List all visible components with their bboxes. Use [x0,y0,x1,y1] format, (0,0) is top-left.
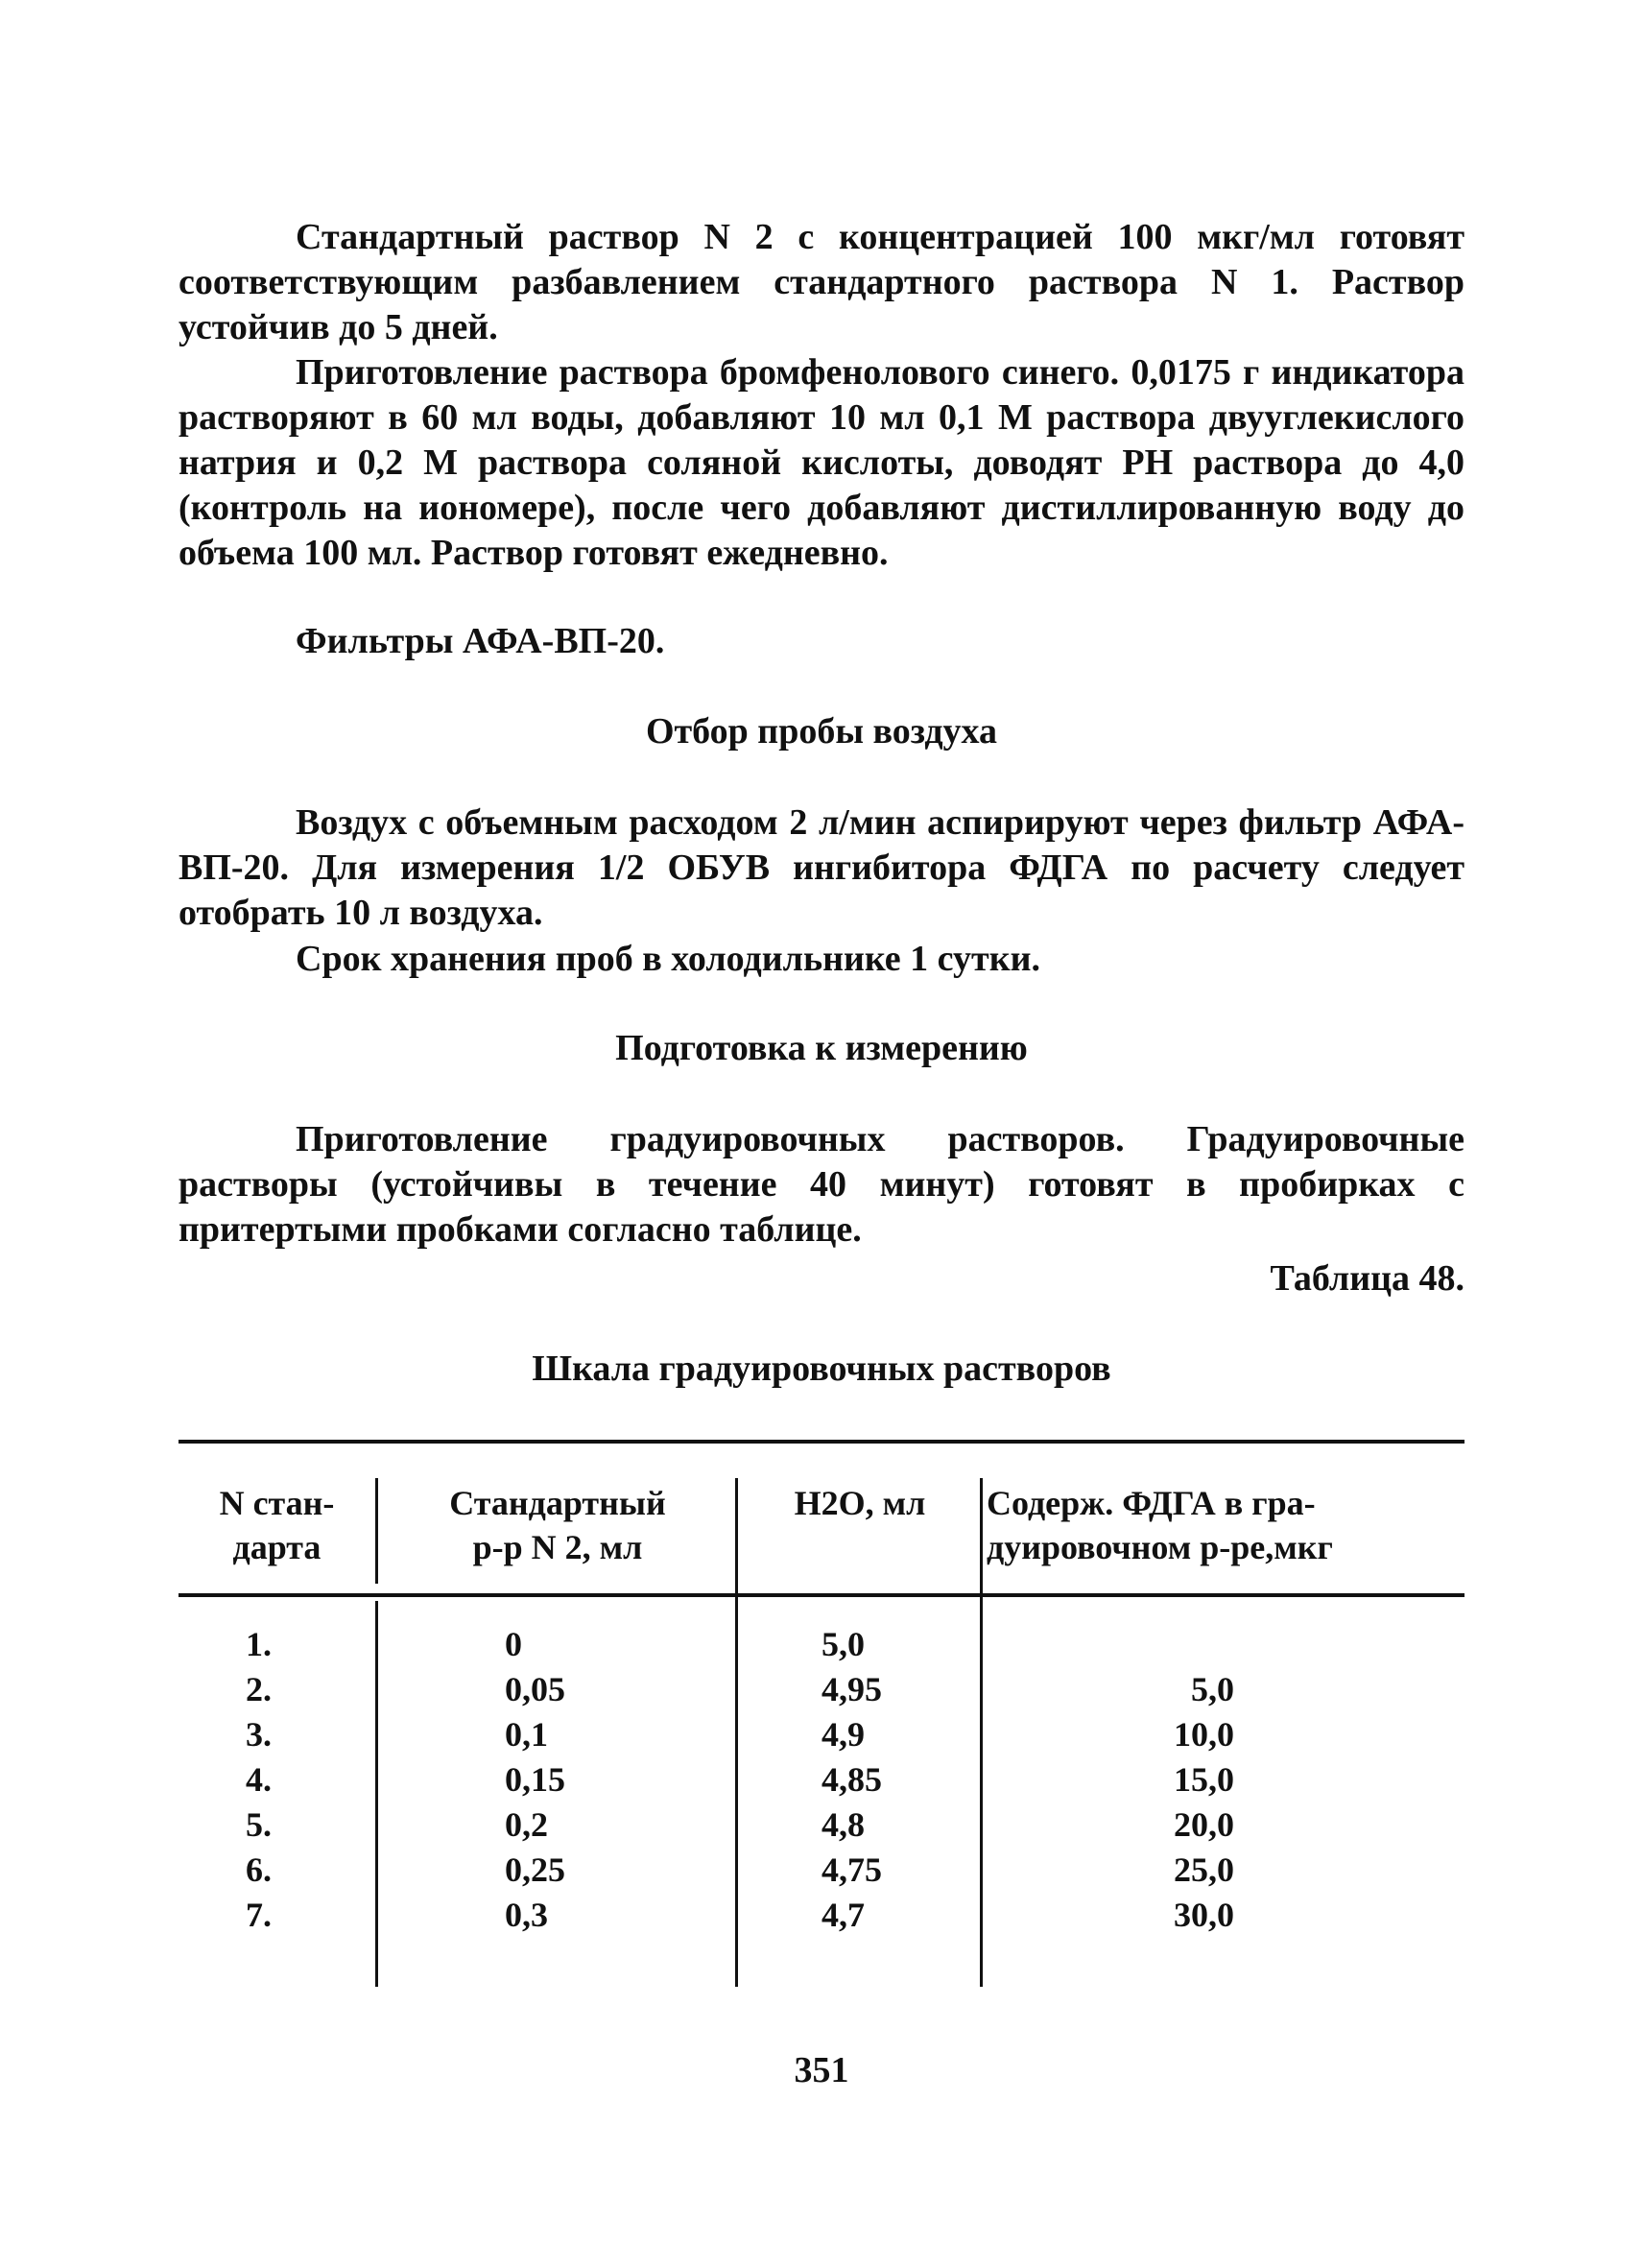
table-header-water: Н2О, мл [794,1484,926,1522]
cell-water-volume: 4,75 [822,1850,882,1889]
paragraph-indicator-preparation: Приготовление раствора бромфенолового синего. 0,0175 г индикатора растворяют в 60 мл воды, добавляют 10 мл 0,1 М раствора двууглекислого натрия и 0,2 М раствора соляной кислоты, доводят РН раствора до 4,0 (контроль на иономере), после чего добавляют дистиллированную воду до объема 100 мл. Раствор готовят ежедневно. [179,352,1464,573]
heading-measurement-preparation: Подготовка к измерению [615,1028,1028,1068]
cell-standard-volume: 0,3 [505,1896,548,1934]
paragraph-standard-solution-2: Стандартный раствор N 2 с концентрацией 100 мкг/мл готовят соответствующим разбавлением стандартного раствора N 1. Раствор устойчив до 5 дней. [179,217,1464,347]
cell-water-volume: 4,7 [822,1896,865,1934]
cell-standard-volume: 0,2 [505,1805,548,1844]
cell-standard-number: 4. [246,1760,272,1799]
paragraph-air-sampling: Воздух с объемным расходом 2 л/мин аспирируют через фильтр АФА-ВП-20. Для измерения 1/2 ОБУВ ингибитора ФДГА по расчету следует отобрать 10 л воздуха. [179,802,1464,933]
table-row [179,1802,1464,1848]
cell-standard-volume: 0,1 [505,1715,548,1754]
cell-water-volume: 5,0 [822,1625,865,1663]
table-title: Шкала градуировочных растворов [532,1349,1111,1389]
table-label: Таблица 48. [1270,1258,1464,1299]
table-row [179,1757,1464,1802]
cell-standard-volume: 0 [505,1625,522,1663]
document-page [179,0,1464,2268]
cell-standard-number: 3. [246,1715,272,1754]
cell-water-volume: 4,9 [822,1715,865,1754]
cell-standard-number: 1. [246,1625,272,1663]
table-header-rule [179,1593,1464,1597]
cell-fdga-content: 20,0 [1174,1805,1234,1844]
cell-fdga-content: 15,0 [1174,1760,1234,1799]
heading-air-sampling: Отбор пробы воздуха [645,711,998,752]
paragraph-sample-storage: Срок хранения проб в холодильнике 1 сутки. [296,939,1040,979]
cell-standard-volume: 0,15 [505,1760,565,1799]
table-header-standard-solution: Стандартный р-р N 2, мл [449,1484,666,1566]
table-row [179,1893,1464,1938]
cell-standard-volume: 0,25 [505,1850,565,1889]
cell-standard-number: 5. [246,1805,272,1844]
paragraph-calibration-solutions: Приготовление градуировочных растворов. Градуировочные растворы (устойчивы в течение 40 минут) готовят в пробирках с притертыми пробками согласно таблице. [179,1119,1464,1250]
cell-fdga-content: 25,0 [1174,1850,1234,1889]
table-header-fdga-content: Содерж. ФДГА в гра- дуировочном р-ре,мкг [987,1484,1333,1566]
cell-fdga-content: 30,0 [1174,1896,1234,1934]
cell-fdga-content: 10,0 [1174,1715,1234,1754]
paragraph-filters: Фильтры АФА-ВП-20. [296,621,665,661]
cell-fdga-content: 5,0 [1191,1670,1234,1708]
cell-standard-number: 6. [246,1850,272,1889]
cell-water-volume: 4,8 [822,1805,865,1844]
page-number: 351 [794,2050,849,2090]
table-row [179,1848,1464,1893]
table-column-divider [375,1478,378,1584]
table-row [179,1667,1464,1712]
cell-standard-volume: 0,05 [505,1670,565,1708]
table-row [179,1712,1464,1757]
table-header-standard-number: N стан- дарта [219,1484,335,1566]
table-top-rule [179,1440,1464,1444]
table-body [179,1622,1464,1938]
cell-standard-number: 7. [246,1896,272,1934]
cell-water-volume: 4,85 [822,1760,882,1799]
cell-water-volume: 4,95 [822,1670,882,1708]
table-row [179,1622,1464,1667]
cell-standard-number: 2. [246,1670,272,1708]
